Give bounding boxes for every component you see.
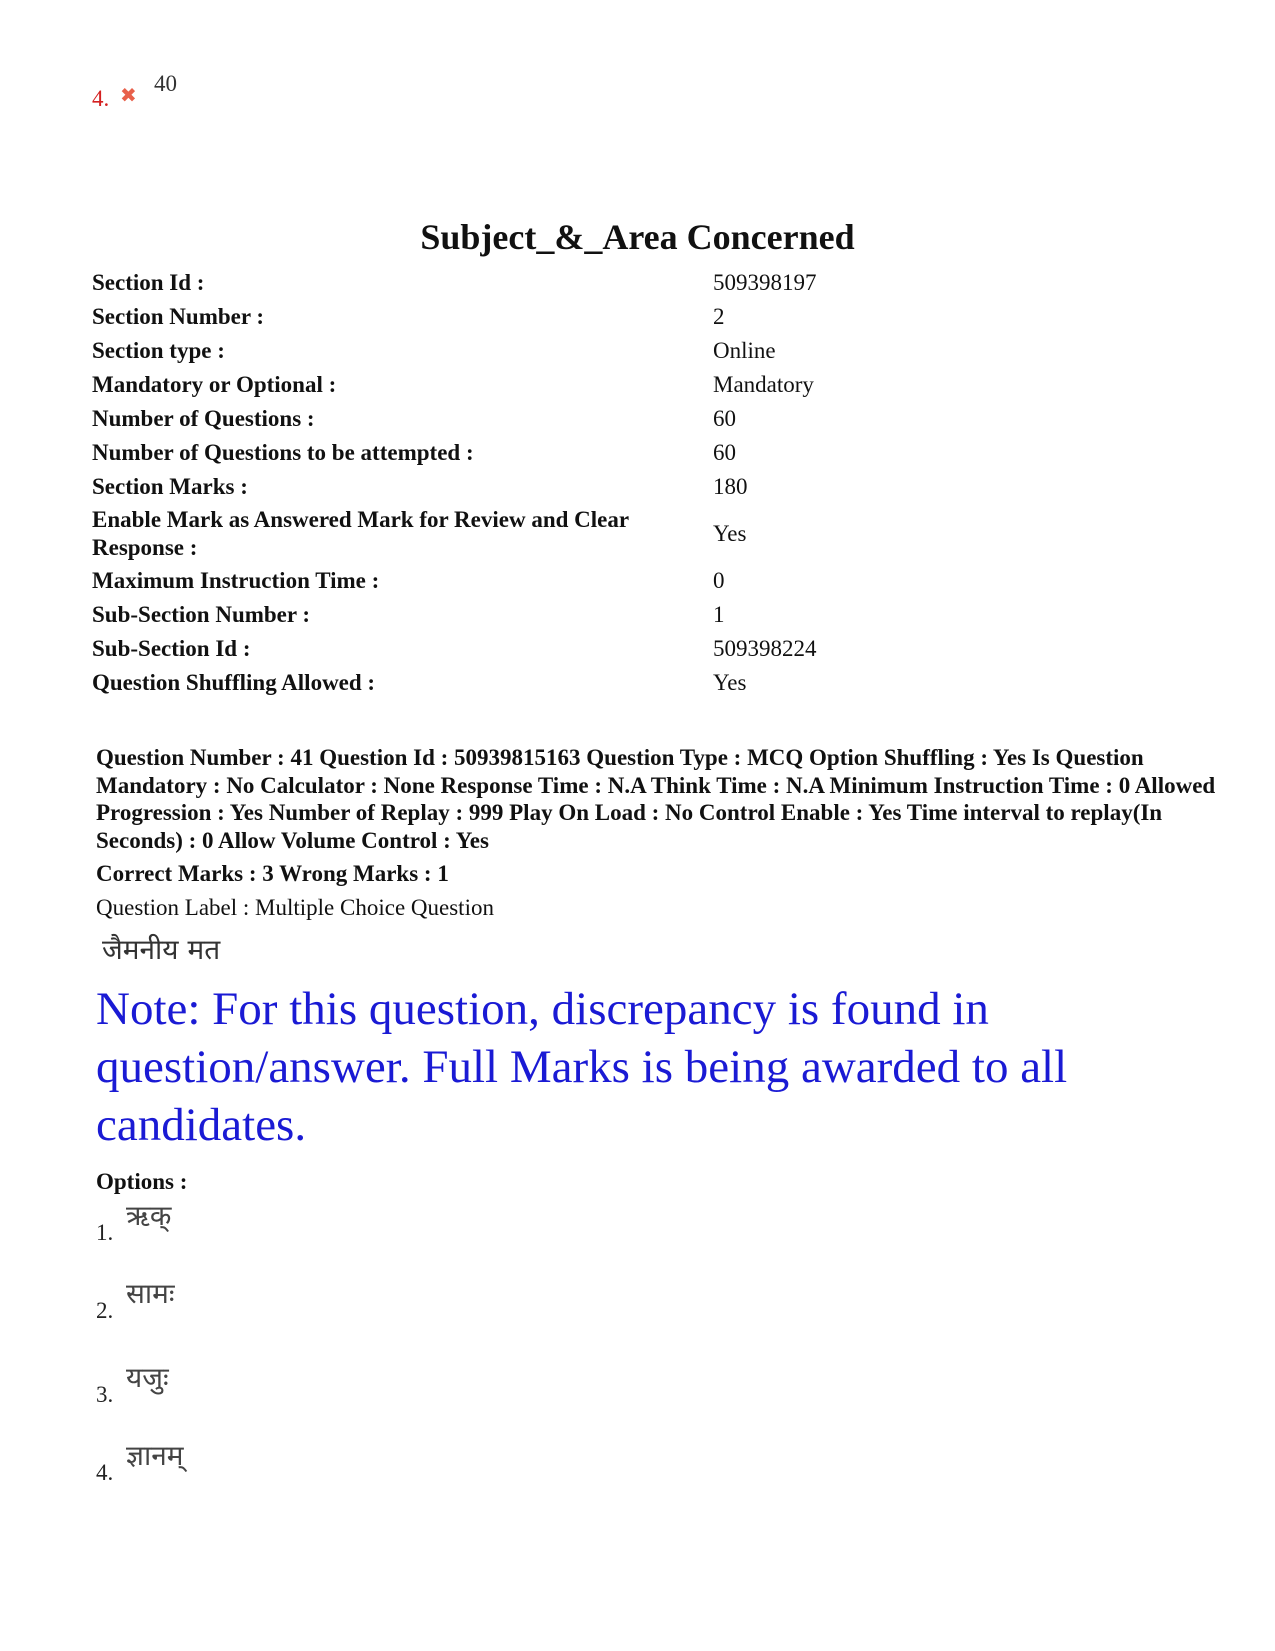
table-row bbox=[92, 266, 1192, 300]
section-info-table bbox=[92, 266, 1192, 700]
option-4 bbox=[96, 1436, 496, 1486]
table-row bbox=[92, 402, 1192, 436]
table-row bbox=[92, 470, 1192, 504]
row-value: Yes bbox=[713, 521, 747, 546]
table-row bbox=[92, 666, 1192, 700]
option-text: ऋक् bbox=[126, 1199, 172, 1232]
discrepancy-note: Note: For this question, discrepancy is found in question/answer. Full Marks is being awarded to all candidates. bbox=[96, 983, 1068, 1151]
row-value: 60 bbox=[713, 406, 736, 431]
row-value: Yes bbox=[713, 670, 747, 695]
row-value: 509398224 bbox=[713, 636, 817, 661]
question-text: जैमनीय मत bbox=[102, 933, 221, 966]
option-number: 3. bbox=[96, 1382, 114, 1407]
option-text: सामः bbox=[126, 1277, 175, 1310]
row-value: 1 bbox=[713, 602, 725, 627]
question-block bbox=[96, 744, 1216, 1196]
question-marks: Correct Marks : 3 Wrong Marks : 1 bbox=[96, 861, 449, 886]
option-2 bbox=[96, 1274, 496, 1324]
row-label: Question Shuffling Allowed : bbox=[92, 670, 376, 695]
option-number: 1. bbox=[96, 1220, 114, 1245]
row-label: Section Marks : bbox=[92, 474, 248, 499]
option-number: 4. bbox=[92, 86, 110, 111]
table-row bbox=[92, 504, 1192, 564]
option-number: 2. bbox=[96, 1298, 114, 1323]
row-label: Maximum Instruction Time : bbox=[92, 568, 380, 593]
table-row bbox=[92, 564, 1192, 598]
row-value: 180 bbox=[713, 474, 748, 499]
row-value: Online bbox=[713, 338, 776, 363]
table-row bbox=[92, 632, 1192, 666]
table-row bbox=[92, 368, 1192, 402]
row-value: 60 bbox=[713, 440, 736, 465]
row-label: Number of Questions to be attempted : bbox=[92, 440, 474, 465]
table-row bbox=[92, 300, 1192, 334]
row-label: Number of Questions : bbox=[92, 406, 315, 431]
row-label: Mandatory or Optional : bbox=[92, 372, 337, 397]
row-label: Sub-Section Number : bbox=[92, 602, 311, 627]
question-label: Question Label : Multiple Choice Question bbox=[96, 895, 494, 920]
option-3 bbox=[96, 1358, 496, 1408]
option-1 bbox=[96, 1196, 496, 1246]
options-label: Options : bbox=[96, 1169, 188, 1194]
row-value: Mandatory bbox=[713, 372, 814, 397]
option-number: 4. bbox=[96, 1460, 114, 1485]
row-value: 509398197 bbox=[713, 270, 817, 295]
section-title: Subject_&_Area Concerned bbox=[420, 217, 855, 257]
table-row bbox=[92, 598, 1192, 632]
row-label: Section Number : bbox=[92, 304, 265, 329]
table-row bbox=[92, 334, 1192, 368]
question-meta: Question Number : 41 Question Id : 50939815163 Question Type : MCQ Option Shuffling : Yes Is Question Mandatory : No Calculator : None Response Time : N.A Think Time : N.A Minimum Instruction Time : 0 Allowed Progression : Yes Number of Replay : 999 Play On Load : No Control Enable : Yes Time interval to replay(In Seconds) : 0 Allow Volume Control : Yes bbox=[96, 745, 1216, 853]
cross-icon: ✖ bbox=[120, 83, 137, 107]
option-text: यजुः bbox=[126, 1361, 169, 1394]
row-value: 2 bbox=[713, 304, 725, 329]
row-label: Section type : bbox=[92, 338, 225, 363]
row-label: Enable Mark as Answered Mark for Review and Clear Response : bbox=[92, 507, 629, 560]
row-label: Sub-Section Id : bbox=[92, 636, 251, 661]
option-text: ज्ञानम् bbox=[126, 1439, 184, 1472]
option-value: 40 bbox=[154, 71, 177, 96]
row-value: 0 bbox=[713, 568, 725, 593]
row-label: Section Id : bbox=[92, 270, 205, 295]
table-row bbox=[92, 436, 1192, 470]
